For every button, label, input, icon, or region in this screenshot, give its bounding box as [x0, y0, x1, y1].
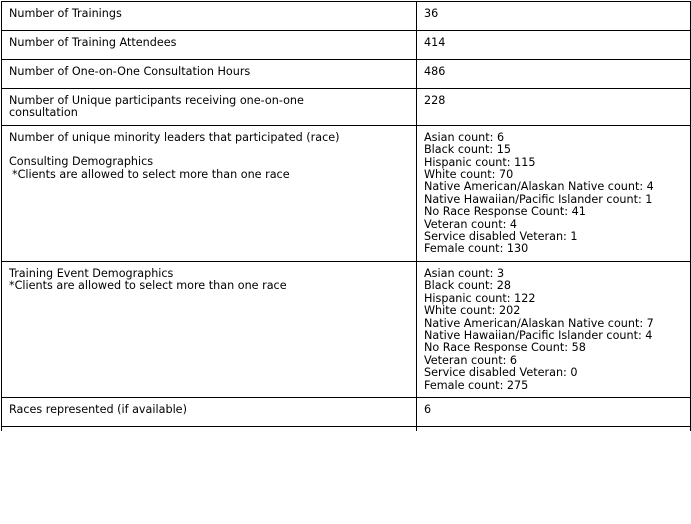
consulting-values-cell	[417, 125, 691, 261]
row-label: Number of Training Attendees	[2, 31, 417, 60]
demographic-count: Native American/Alaskan Native count: 4	[424, 180, 654, 194]
demographic-count: Hispanic count: 122	[424, 291, 536, 305]
demographic-count: No Race Response Count: 41	[424, 205, 586, 219]
row-value: 228	[417, 89, 691, 126]
table-row	[2, 2, 691, 31]
training-demographics-row	[2, 261, 691, 397]
demographic-count: Service disabled Veteran: 1	[424, 230, 578, 244]
demographic-count: Veteran count: 4	[424, 217, 518, 231]
row-value: 6	[417, 397, 691, 426]
demographic-count: No Race Response Count: 58	[424, 341, 586, 355]
table-row-continuation	[2, 426, 691, 431]
table-row	[2, 397, 691, 426]
statistics-table	[1, 1, 691, 431]
row-value: 486	[417, 60, 691, 89]
consulting-label-main: Number of unique minority leaders that participated (race)	[9, 130, 340, 144]
demographic-count: Native Hawaiian/Pacific Islander count: 1	[424, 192, 653, 206]
demographic-count: White count: 202	[424, 304, 521, 318]
demographic-count: Hispanic count: 115	[424, 155, 536, 169]
training-label-note: *Clients are allowed to select more than one race	[9, 279, 287, 293]
demographic-count: Veteran count: 6	[424, 353, 518, 367]
demographic-count: Female count: 275	[424, 378, 529, 392]
demographic-count: Native American/Alaskan Native count: 7	[424, 316, 654, 330]
table-row	[2, 60, 691, 89]
demographic-count: Service disabled Veteran: 0	[424, 366, 578, 380]
demographic-count: Black count: 15	[424, 143, 511, 157]
row-label: Number of Unique participants receiving one-on-one consultation	[2, 89, 417, 126]
table-row	[2, 89, 691, 126]
row-value: 36	[417, 2, 691, 31]
demographic-count: White count: 70	[424, 168, 514, 182]
demographic-count: Asian count: 6	[424, 130, 505, 144]
row-label: Number of Trainings	[2, 2, 417, 31]
training-label-cell	[2, 261, 417, 397]
demographic-count: Black count: 28	[424, 279, 511, 293]
consulting-label-sub: Consulting Demographics	[9, 155, 154, 169]
row-value: 414	[417, 31, 691, 60]
row-label: Races represented (if available)	[2, 397, 417, 426]
training-label-main: Training Event Demographics	[9, 266, 174, 280]
consulting-label-note: *Clients are allowed to select more than one race	[12, 167, 290, 181]
consulting-demographics-row	[2, 125, 691, 261]
row-label: Number of One-on-One Consultation Hours	[2, 60, 417, 89]
consulting-label-cell	[2, 125, 417, 261]
demographic-count: Native Hawaiian/Pacific Islander count: 4	[424, 328, 653, 342]
training-values-cell	[417, 261, 691, 397]
table-row	[2, 31, 691, 60]
demographic-count: Asian count: 3	[424, 266, 505, 280]
demographic-count: Female count: 130	[424, 242, 529, 256]
